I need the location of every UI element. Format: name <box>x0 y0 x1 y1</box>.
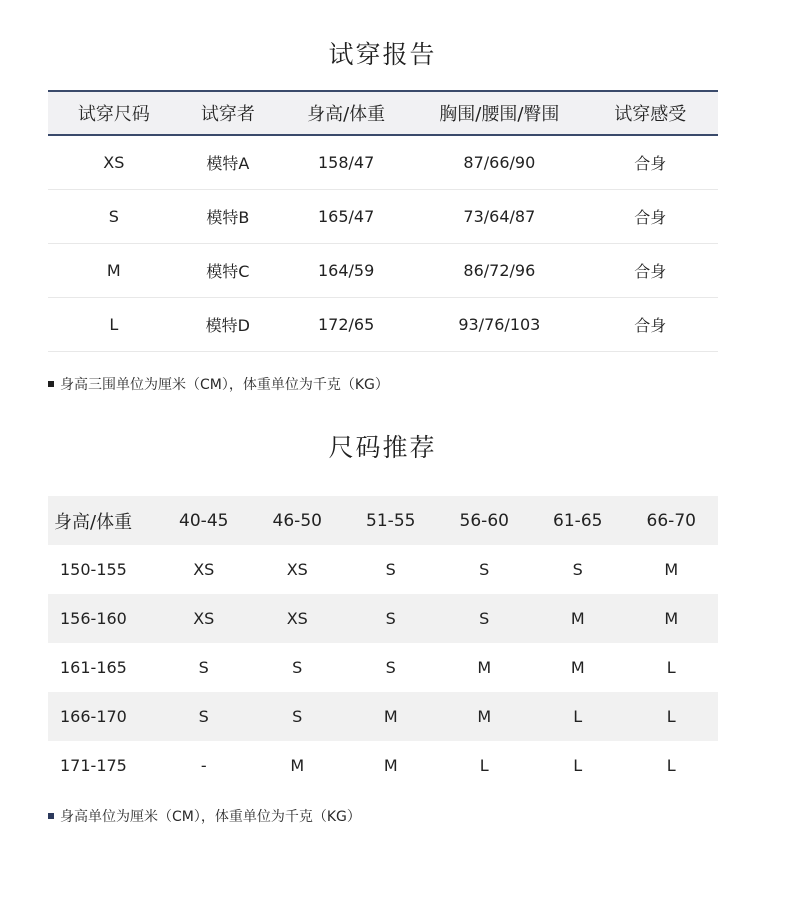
size-cell: XS <box>193 609 215 628</box>
size-cell: M <box>290 756 305 775</box>
size-cell: - <box>200 756 207 775</box>
cell-size: M <box>106 260 121 280</box>
size-recommend-note-text: 身高单位为厘米（CM），体重单位为千克（KG） <box>60 809 361 825</box>
cell-tester: 模特D <box>205 315 250 335</box>
cell-tester: 模特C <box>206 261 250 281</box>
size-cell: M <box>570 609 585 628</box>
table-row <box>48 297 718 351</box>
header-measurements: 胸围/腰围/臀围 <box>439 104 560 125</box>
table-row <box>48 243 718 297</box>
row-height-range: 166-170 <box>60 707 127 726</box>
size-cell: XS <box>286 560 308 579</box>
header-height-weight: 身高/体重 <box>54 511 133 533</box>
cell-height-weight: 164/59 <box>317 260 375 280</box>
header-height-weight: 身高/体重 <box>307 104 386 125</box>
size-cell: XS <box>286 609 308 628</box>
trial-report-note <box>48 374 389 394</box>
size-cell: L <box>479 756 489 775</box>
header-tester: 试穿者 <box>200 104 255 125</box>
trial-report-title: 试穿报告 <box>328 40 437 69</box>
table-row <box>48 135 718 189</box>
trial-report-table <box>48 90 718 352</box>
cell-height-weight: 158/47 <box>317 152 375 172</box>
header-trial-size: 试穿尺码 <box>77 104 150 125</box>
cell-height-weight: 165/47 <box>317 206 375 226</box>
size-recommend-note <box>48 806 361 826</box>
size-recommend-title: 尺码推荐 <box>328 433 437 462</box>
table-row <box>48 189 718 243</box>
size-cell: L <box>573 707 583 726</box>
cell-tester: 模特B <box>206 207 250 227</box>
row-height-range: 156-160 <box>60 609 127 628</box>
size-cell: XS <box>193 560 215 579</box>
table-row <box>48 692 718 741</box>
size-cell: L <box>666 707 676 726</box>
size-cell: M <box>664 560 679 579</box>
header-weight-range: 66-70 <box>646 510 696 531</box>
header-weight-range: 51-55 <box>366 510 416 531</box>
cell-tester: 模特A <box>206 153 250 173</box>
size-cell: M <box>383 756 398 775</box>
cell-feeling: 合身 <box>634 153 667 173</box>
row-height-range: 161-165 <box>60 658 127 677</box>
cell-measurements: 73/64/87 <box>463 206 536 226</box>
header-weight-range: 56-60 <box>459 510 509 531</box>
cell-size: XS <box>103 152 125 172</box>
size-cell: M <box>664 609 679 628</box>
size-cell: M <box>383 707 398 726</box>
row-height-range: 171-175 <box>60 756 127 775</box>
cell-measurements: 86/72/96 <box>463 260 536 280</box>
bullet-square-icon <box>48 381 54 387</box>
size-cell: S <box>198 658 209 677</box>
header-weight-range: 46-50 <box>272 510 322 531</box>
size-cell: S <box>385 609 396 628</box>
cell-feeling: 合身 <box>634 315 667 335</box>
header-weight-range: 61-65 <box>553 510 603 531</box>
size-cell: S <box>479 609 490 628</box>
header-weight-range: 40-45 <box>179 510 229 531</box>
size-cell: S <box>385 560 396 579</box>
cell-measurements: 87/66/90 <box>463 152 536 172</box>
size-cell: S <box>572 560 583 579</box>
header-feeling: 试穿感受 <box>614 104 687 125</box>
size-cell: S <box>385 658 396 677</box>
table-row <box>48 643 718 692</box>
table-row <box>48 545 718 594</box>
table-row <box>48 594 718 643</box>
size-cell: S <box>292 707 303 726</box>
size-cell: L <box>573 756 583 775</box>
size-cell: S <box>292 658 303 677</box>
cell-feeling: 合身 <box>634 261 667 281</box>
size-cell: S <box>198 707 209 726</box>
size-cell: M <box>570 658 585 677</box>
size-recommend-table <box>48 496 718 790</box>
size-cell: L <box>666 658 676 677</box>
cell-size: S <box>108 206 119 226</box>
cell-feeling: 合身 <box>634 207 667 227</box>
trial-report-note-text: 身高三围单位为厘米（CM），体重单位为千克（KG） <box>60 377 389 393</box>
size-cell: M <box>477 707 492 726</box>
size-cell: L <box>666 756 676 775</box>
size-cell: M <box>477 658 492 677</box>
size-cell: S <box>479 560 490 579</box>
row-height-range: 150-155 <box>60 560 127 579</box>
table-row <box>48 741 718 790</box>
size-recommend-header-row <box>48 496 718 545</box>
cell-size: L <box>109 314 119 334</box>
cell-height-weight: 172/65 <box>317 314 375 334</box>
trial-report-header-row <box>48 91 718 135</box>
bullet-square-icon <box>48 813 54 819</box>
cell-measurements: 93/76/103 <box>458 314 541 334</box>
